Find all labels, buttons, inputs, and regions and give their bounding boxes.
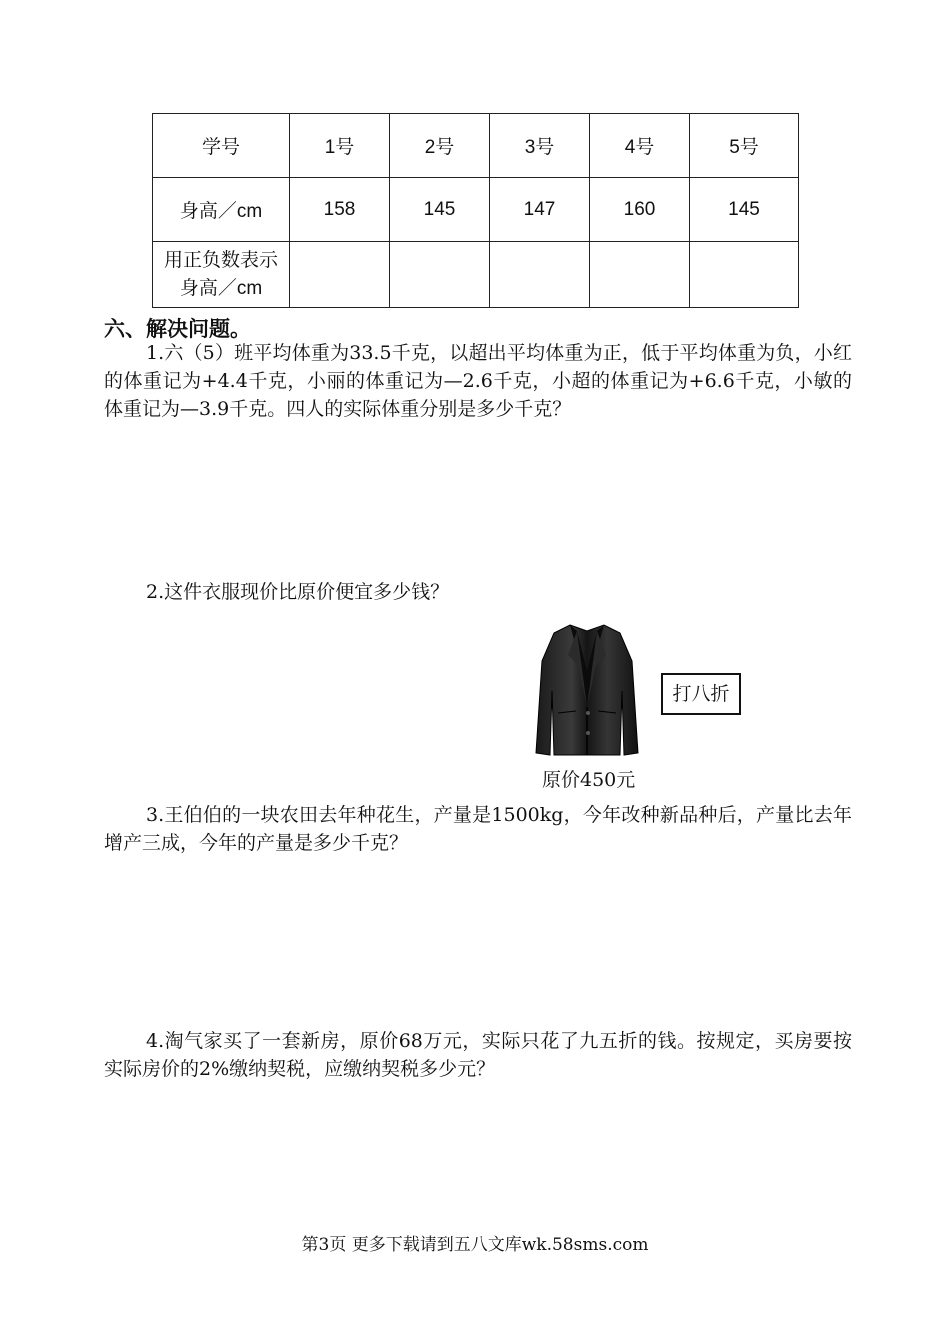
table-row bbox=[153, 178, 799, 242]
header-label-cell: 学号 bbox=[153, 114, 290, 178]
column-header: 3号 bbox=[490, 114, 590, 178]
column-header: 4号 bbox=[590, 114, 690, 178]
height-cell: 158 bbox=[290, 178, 390, 242]
column-header: 1号 bbox=[290, 114, 390, 178]
answer-cell[interactable] bbox=[490, 242, 590, 308]
signed-label: 用正负数表示身高／cm bbox=[163, 249, 278, 299]
height-cell: 160 bbox=[590, 178, 690, 242]
question-2: 2.这件衣服现价比原价便宜多少钱？ bbox=[146, 581, 450, 603]
page-footer: 第3页 更多下载请到五八文库wk.58sms.com bbox=[301, 1235, 649, 1255]
price-caption: 原价450元 bbox=[542, 769, 636, 791]
height-table bbox=[152, 113, 799, 308]
signed-label-cell bbox=[153, 242, 290, 308]
height-cell: 147 bbox=[490, 178, 590, 242]
height-label-cell: 身高／cm bbox=[153, 178, 290, 242]
answer-cell[interactable] bbox=[690, 242, 799, 308]
column-header: 5号 bbox=[690, 114, 799, 178]
question-3: 3.王伯伯的一块农田去年种花生，产量是1500kg，今年改种新品种后，产量比去年增产三成，今年的产量是多少千克？ bbox=[104, 804, 852, 854]
height-cell: 145 bbox=[690, 178, 799, 242]
table-row bbox=[153, 114, 799, 178]
answer-cell[interactable] bbox=[390, 242, 490, 308]
question-1: 1.六（5）班平均体重为33.5千克，以超出平均体重为正，低于平均体重为负，小红的体重记为+4.4千克，小丽的体重记为—2.6千克，小超的体重记为+6.6千克，小敏的体重记为—3.9千克。四人的实际体重分别是多少千克？ bbox=[104, 342, 852, 420]
answer-cell[interactable] bbox=[290, 242, 390, 308]
leather-jacket-icon bbox=[532, 621, 642, 759]
table-row bbox=[153, 242, 799, 308]
section-title: 六、解决问题。 bbox=[104, 317, 251, 341]
question-4: 4.淘气家买了一套新房，原价68万元，实际只花了九五折的钱。按规定，买房要按实际房价的2%缴纳契税，应缴纳契税多少元？ bbox=[104, 1030, 852, 1080]
height-cell: 145 bbox=[390, 178, 490, 242]
column-header: 2号 bbox=[390, 114, 490, 178]
discount-label: 打八折 bbox=[661, 673, 741, 715]
answer-cell[interactable] bbox=[590, 242, 690, 308]
